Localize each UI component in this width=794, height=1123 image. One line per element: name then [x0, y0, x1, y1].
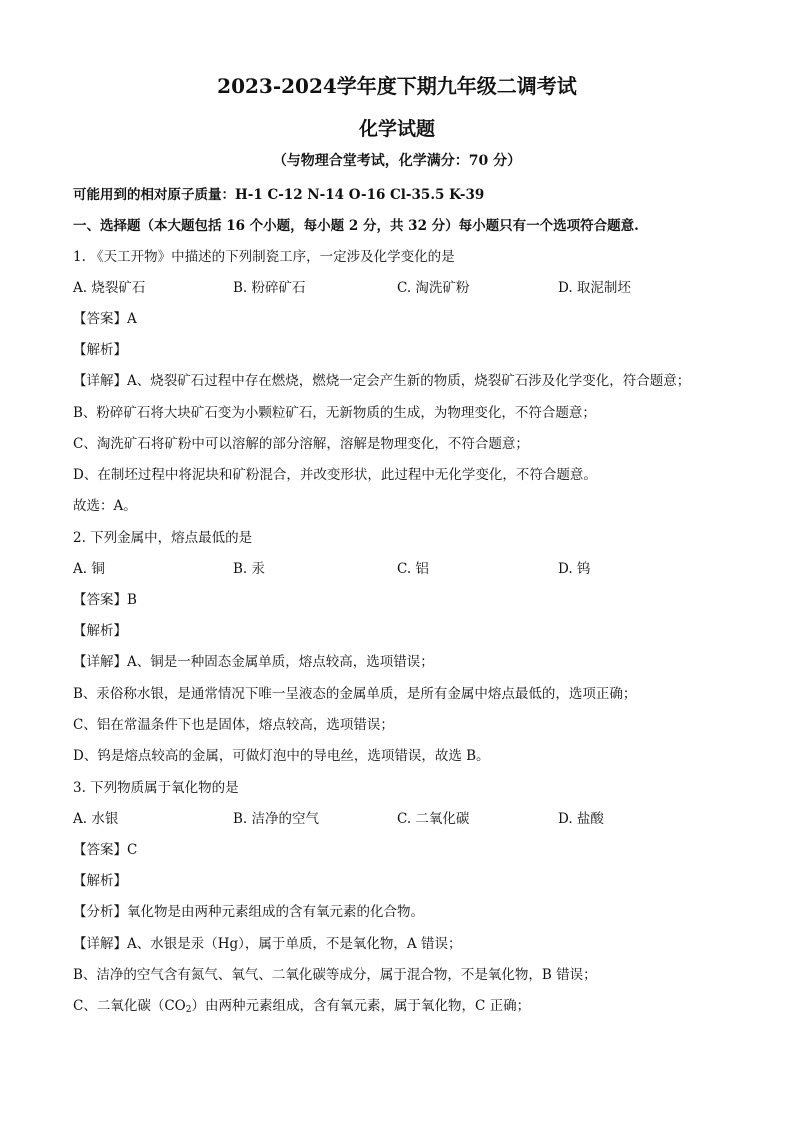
q3-option-d: D. 盐酸 — [558, 811, 604, 827]
q1-stem: 1. 《天工开物》中描述的下列制瓷工序，一定涉及化学变化的是 — [73, 249, 455, 265]
q3-detail-c-pre: C、二氧化碳（CO — [73, 998, 186, 1014]
exam-note: （与物理合堂考试，化学满分：70 分） — [272, 153, 522, 169]
q2-answer: 【答案】B — [73, 592, 137, 608]
q1-detail-c: C、淘洗矿石将矿粉中可以溶解的部分溶解，溶解是物理变化，不符合题意； — [73, 436, 529, 452]
q1-analysis: 【解析】 — [73, 342, 127, 358]
q2-detail-b: B、汞俗称水银，是通常情况下唯一呈液态的金属单质，是所有金属中熔点最低的，选项正确； — [73, 686, 637, 702]
exam-subject: 化学试题 — [358, 118, 435, 140]
q1-conclusion: 故选：A。 — [73, 498, 137, 514]
q1-detail-d: D、在制坯过程中将泥块和矿粉混合，并改变形状，此过程中无化学变化，不符合题意。 — [73, 467, 597, 483]
q2-analysis: 【解析】 — [73, 623, 127, 639]
q3-answer: 【答案】C — [73, 842, 138, 858]
q2-option-a: A. 铜 — [73, 561, 105, 577]
q2-detail-a: 【详解】A、铜是一种固态金属单质，熔点较高，选项错误； — [73, 654, 434, 670]
q2-option-b: B. 汞 — [233, 561, 266, 577]
q3-analysis: 【解析】 — [73, 873, 127, 889]
exam-title: 2023-2024学年度下期九年级二调考试 — [217, 74, 577, 98]
q3-option-c: C. 二氧化碳 — [397, 811, 470, 827]
q1-option-b: B. 粉碎矿石 — [233, 280, 306, 296]
q2-stem: 2. 下列金属中，熔点最低的是 — [73, 530, 253, 546]
q3-stem: 3. 下列物质属于氧化物的是 — [73, 780, 239, 796]
q3-option-b: B. 洁净的空气 — [233, 811, 320, 827]
q1-option-c: C. 淘洗矿粉 — [397, 280, 470, 296]
q3-detail-c-subscript: 2 — [185, 1005, 192, 1015]
q2-option-d: D. 钨 — [558, 561, 591, 577]
q1-detail-b: B、粉碎矿石将大块矿石变为小颗粒矿石，无新物质的生成，为物理变化，不符合题意； — [73, 405, 596, 421]
q3-detail-b: B、洁净的空气含有氮气、氧气、二氧化碳等成分，属于混合物，不是氧化物，B 错误； — [73, 967, 597, 983]
q2-detail-d: D、钨是熔点较高的金属，可做灯泡中的导电丝，选项错误，故选 B。 — [73, 748, 490, 764]
q1-answer: 【答案】A — [73, 311, 137, 327]
q3-detail-c — [73, 994, 530, 1015]
q1-detail-a: 【详解】A、烧裂矿石过程中存在燃烧，燃烧一定会产生新的物质，烧裂矿石涉及化学变化，符合题意； — [73, 373, 691, 389]
q3-detail-a: 【详解】A、水银是汞（Hg），属于单质，不是氧化物，A 错误； — [73, 936, 462, 952]
q3-detail-c-post: ）由两种元素组成，含有氧元素，属于氧化物，C 正确； — [191, 998, 531, 1014]
q1-option-a: A. 烧裂矿石 — [73, 280, 146, 296]
q3-option-a: A. 水银 — [73, 811, 119, 827]
q2-detail-c: C、铝在常温条件下也是固体，熔点较高，选项错误； — [73, 717, 394, 733]
q3-concept-note: 【分析】氧化物是由两种元素组成的含有氧元素的化合物。 — [73, 904, 424, 920]
section-heading: 一、选择题（本大题包括 16 个小题，每小题 2 分，共 32 分）每小题只有一个选项符合题意. — [73, 218, 639, 234]
q2-option-c: C. 铝 — [397, 561, 429, 577]
atomic-masses: 可能用到的相对原子质量：H-1 C-12 N-14 O-16 Cl-35.5 K-39 — [73, 187, 485, 203]
q1-option-d: D. 取泥制坯 — [558, 280, 631, 296]
